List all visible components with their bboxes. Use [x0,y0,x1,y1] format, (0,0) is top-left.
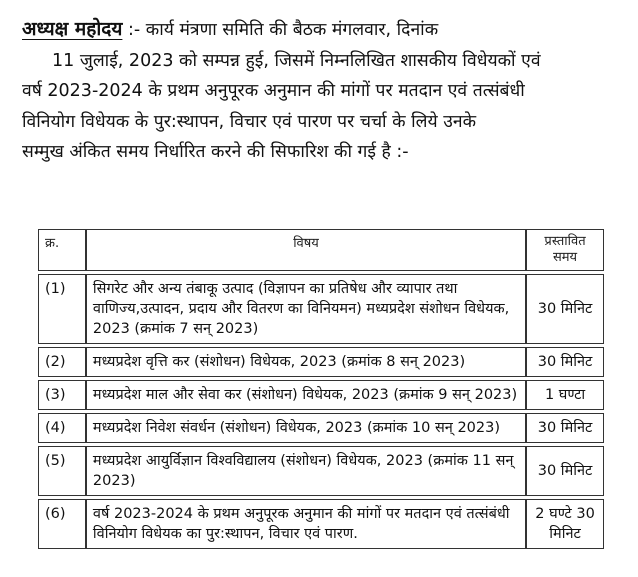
table-row [38,446,604,496]
header-time-line-1: प्रस्तावित [544,234,586,249]
row-time: 30 मिनिट [526,347,604,377]
row-serial: (5) [38,446,86,496]
row-subject: मध्यप्रदेश वृत्ति कर (संशोधन) विधेयक, 2023 (क्रमांक 8 सन् 2023) [86,347,526,377]
table-row [38,274,604,344]
row-serial: (6) [38,499,86,549]
header-subject: विषय [86,229,526,271]
row-time: 1 घण्टा [526,380,604,410]
row-subject: वर्ष 2023-2024 के प्रथम अनुपूरक अनुमान की मांगों पर मतदान एवं तत्संबंधी विनियोग विधेयक का पुर:स्थापन, विचार एवं पारण. [86,499,526,549]
table-row [38,499,604,549]
row-time: 2 घण्टे 30 मिनिट [526,499,604,549]
intro-line-2: 11 जुलाई, 2023 को सम्पन्न हुई, जिसमें निम्नलिखित शासकीय विधेयकों एवं [52,50,541,71]
row-time: 30 मिनिट [526,274,604,344]
header-proposed-time [526,229,604,271]
intro-line-1 [22,14,628,46]
row-serial: (2) [38,347,86,377]
intro-line-1-text: :- कार्य मंत्रणा समिति की बैठक मंगलवार, दिनांक [127,20,439,40]
row-subject: मध्यप्रदेश आयुर्विज्ञान विश्वविद्यालय (संशोधन) विधेयक, 2023 (क्रमांक 11 सन् 2023) [86,446,526,496]
row-serial: (4) [38,413,86,443]
table-row [38,380,604,410]
row-serial: (1) [38,274,86,344]
intro-line-5: सम्मुख अंकित समय निर्धारित करने की सिफारिश की गई है :- [22,142,409,162]
addressee-heading: अध्यक्ष महोदय [22,18,123,40]
agenda-table [38,226,604,552]
header-time-line-2: समय [553,250,578,265]
intro-line-3: वर्ष 2023-2024 के प्रथम अनुपूरक अनुमान की मांगों पर मतदान एवं तत्संबंधी [22,81,525,101]
table-row [38,347,604,377]
intro-paragraph [22,14,628,168]
header-serial: क्र. [38,229,86,271]
intro-line-4: विनियोग विधेयक के पुर:स्थापन, विचार एवं पारण पर चर्चा के लिये उनके [22,111,477,132]
row-subject: मध्यप्रदेश निवेश संवर्धन (संशोधन) विधेयक, 2023 (क्रमांक 10 सन् 2023) [86,413,526,443]
table-header-row [38,229,604,271]
table-row [38,413,604,443]
row-subject: सिगरेट और अन्य तंबाकू उत्पाद (विज्ञापन का प्रतिषेध और व्यापार तथा वाणिज्य,उत्पादन, प्रदाय और वितरण का विनियमन) मध्यप्रदेश संशोधन विधेयक, 2023 (क्रमांक 7 सन् 2023) [86,274,526,344]
row-serial: (3) [38,380,86,410]
row-subject: मध्यप्रदेश माल और सेवा कर (संशोधन) विधेयक, 2023 (क्रमांक 9 सन् 2023) [86,380,526,410]
row-time: 30 मिनिट [526,413,604,443]
row-time: 30 मिनिट [526,446,604,496]
